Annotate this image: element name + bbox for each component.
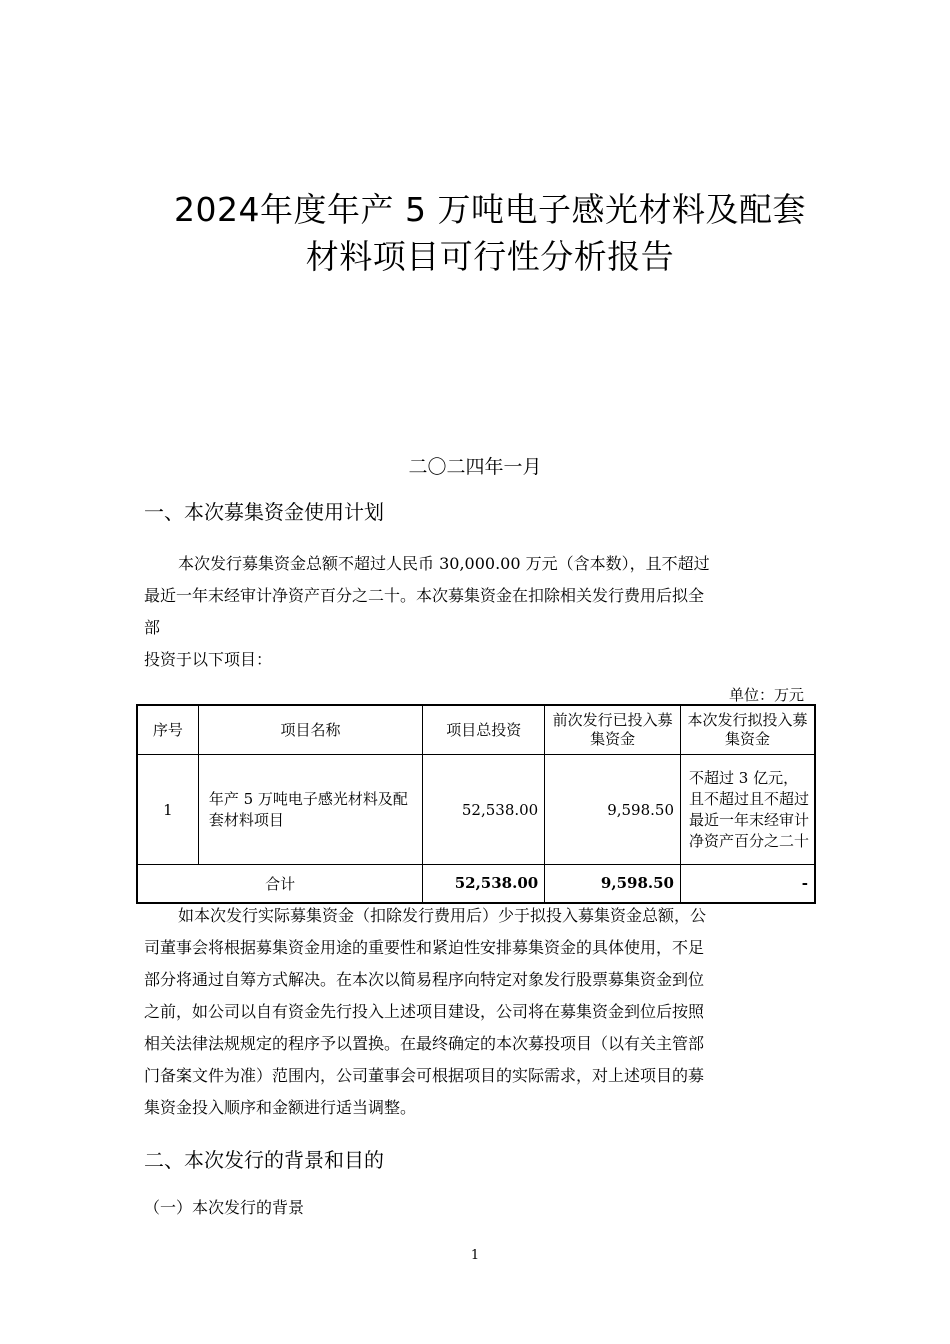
total-current: - [681, 865, 816, 903]
paragraph-2-line: 司董事会将根据募集资金用途的重要性和紧迫性安排募集资金的具体使用，不足 [144, 938, 705, 957]
cell-name [198, 755, 422, 865]
paragraph-2-line: 之前，如公司以自有资金先行投入上述项目建设，公司将在募集资金到位后按照 [144, 1002, 705, 1021]
report-date: 二〇二四年一月 [408, 456, 542, 478]
title-line-1: 2024年度年产 5 万吨电子感光材料及配套 [174, 190, 806, 229]
paragraph-1-line: 部 [144, 618, 161, 637]
section-heading-1: 一、本次募集资金使用计划 [144, 500, 384, 524]
total-prev: 9,598.50 [545, 865, 681, 903]
subsection-heading: （一）本次发行的背景 [144, 1198, 305, 1217]
title-line-2: 材料项目可行性分析报告 [305, 237, 675, 276]
paragraph-1-line: 本次发行募集资金总额不超过人民币 30,000.00 万元（含本数），且不超过 [178, 554, 710, 573]
cell-current [681, 755, 816, 865]
paragraph-2-line: 集资金投入顺序和金额进行适当调整。 [144, 1098, 417, 1117]
header-current-text: 本次发行拟投入募集资金 [687, 711, 808, 748]
paragraph-2-line: 如本次发行实际募集资金（扣除发行费用后）少于拟投入募集资金总额，公 [178, 906, 707, 925]
paragraph-2-line: 相关法律法规规定的程序予以置换。在最终确定的本次募投项目（以有关主管部 [144, 1034, 705, 1053]
cell-prev: 9,598.50 [545, 755, 681, 865]
paragraph-2 [144, 900, 812, 1124]
paragraph-1-line: 投资于以下项目： [144, 650, 273, 669]
cell-name-text: 年产 5 万吨电子感光材料及配套材料项目 [208, 789, 408, 829]
header-total: 项目总投资 [423, 705, 545, 755]
section-heading-2: 二、本次发行的背景和目的 [144, 1148, 384, 1172]
cell-total: 52,538.00 [423, 755, 545, 865]
table-header-row [137, 705, 815, 755]
investment-table [136, 704, 816, 904]
report-title [120, 186, 860, 280]
paragraph-1-line: 最近一年末经审计净资产百分之二十。本次募集资金在扣除相关发行费用后拟全 [144, 586, 705, 605]
table-row [137, 755, 815, 865]
total-label: 合计 [137, 865, 423, 903]
cell-current-text: 不超过 3 亿元，且不超过且不超过最近一年末经审计净资产百分之二十 [689, 768, 810, 850]
header-current [681, 705, 816, 755]
total-total: 52,538.00 [423, 865, 545, 903]
paragraph-2-line: 门备案文件为准）范围内，公司董事会可根据项目的实际需求，对上述项目的募 [144, 1066, 705, 1085]
paragraph-2-line: 部分将通过自筹方式解决。在本次以简易程序向特定对象发行股票募集资金到位 [144, 970, 705, 989]
header-name: 项目名称 [198, 705, 422, 755]
unit-label: 单位：万元 [728, 686, 804, 704]
paragraph-1 [144, 548, 812, 676]
header-no: 序号 [137, 705, 198, 755]
table-total-row [137, 865, 815, 903]
header-prev-text: 前次发行已投入募集资金 [552, 711, 673, 748]
page-number: 1 [470, 1248, 480, 1263]
cell-no: 1 [137, 755, 198, 865]
header-prev [545, 705, 681, 755]
